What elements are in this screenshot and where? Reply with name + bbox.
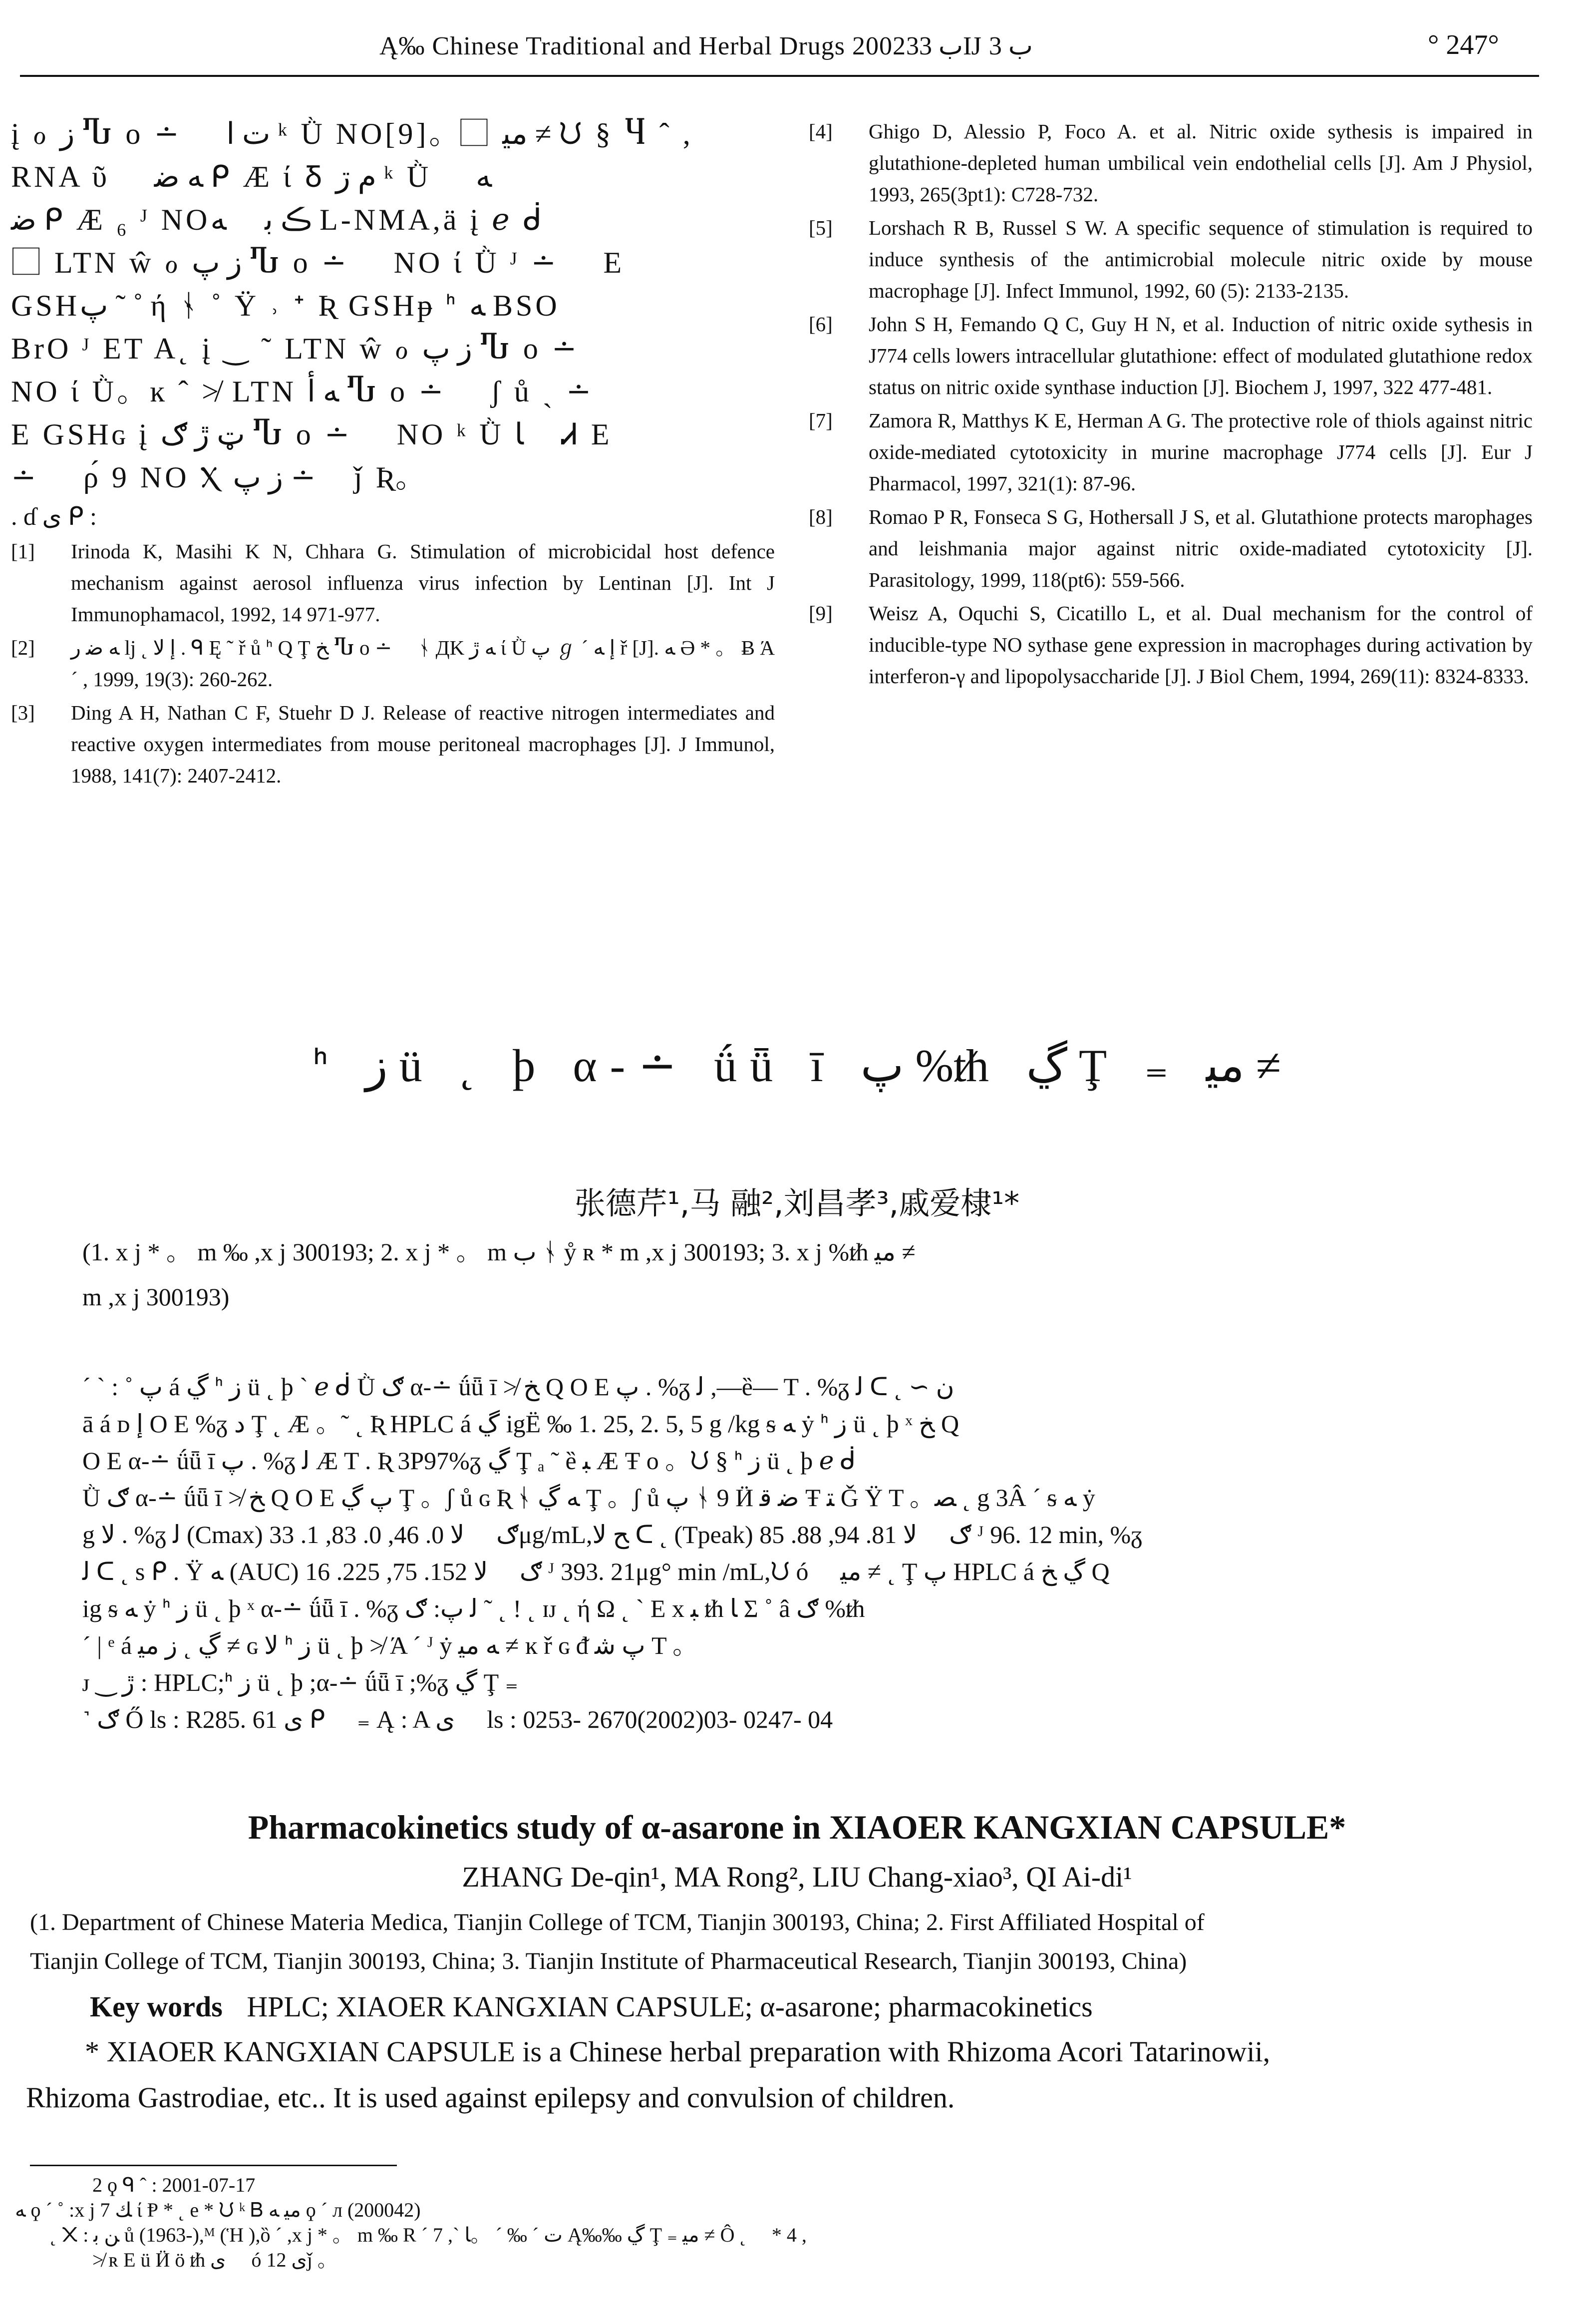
abstract-line: Ǜ ګ α-∸ ǘǖ ī ≯ ﺦ Q O E پ ڲ Ţ 。ʃ ů ɢ Ʀ ᛀ ﻪ ڲ Ţ 。ʃ ů پ ᛀ 9 Ӥ ﺿ ﻗ Ŧ ﺘ Ǧ Ÿ T 。ﺼ ˛ g 3Â ˊ ᵴ ﻪ ẏ [82,1484,1095,1512]
reference-item [809,501,1533,596]
reference-text: Ghigo D, Alessio P, Foco A. et al. Nitric oxide sythesis is impaired in glutathione-depleted human umbilical vein endothelial cells [J]. Am J Physiol, 1993, 265(3pt1): C728-732. [869,120,1533,206]
header-rule [20,75,1539,77]
abstract-line: g ﻻ . %ᵹ ﻟ (Cmax) ګ ⃞ ﻻ 0. 46, 0. 83, 1. 33μg/mL,ﺢ ﻻ ᑕ ˛ (Tpeak) ګ ⃞ ﻻ 81. 94, 88. 85 ᴶ 96. 12 min, %ᵹ [82,1521,1143,1549]
running-title: Ą‰ Chinese Traditional and Herbal Drugs 2002ب 33Ĳ ب 3 [379,32,1033,60]
abstract-line: ˊ | ᵉ á ڲ ˛ ﺯ ﻣﻴ ≠ ɢ ﻻ ᑋ ز ü ˛ þ ≯ Ά ˊ ᴶ ẏ ﻪ ﻣﻴ ≠ ĸ ř ɢ ᵭ پ ﺷ T 。 [82,1631,698,1659]
authors-zh: 张德芹¹,马 融²,刘昌孝³,戚爱棣¹* [574,1185,1020,1221]
abstract-line: ā á ᴅ ﺇ O E %ᵹ ﺩ Ţ ˛ Æ 。˜ ˛ Ʀ HPLC á ڲ igË ‰ 1. 25, 2. 5, 5 g /kg ᵴ ﻪ ẏ ᑋ ز ü ˛ þ ˣ ﺦ Q [82,1410,959,1438]
body-line: BrO ᴶ ET A˛ į ‿ ˜ LTN ŵ ℴ ز پ Ⴠ o ∸ ⃞ [11,332,614,365]
reference-item [809,116,1533,210]
reference-text: Irinoda K, Masihi K N, Chhara G. Stimulation of microbicidal host defence mechanism against aerosol influenza virus infection by Lentinan [J]. Int J Immunophamacol, 1992, 14 971-977. [71,540,775,626]
right-column [809,116,1533,694]
capsule-note: * XIAOER KANGXIAN CAPSULE is a Chinese herbal preparation with Rhizoma Acori Tatarinowii, [85,2035,1271,2068]
abstract-zh [82,1368,1555,1738]
abstract-line: ˊ ˋ : ˚ پ á ڲ ᑋ ز ü ˛ þ ˋ ℯ ᑰ Ǜ ګ α-∸ ǘǖ ī ≯ ﺦ Q O E پ . %ᵹ ﻟ ,—ȅ— T . %ᵹ ﻟ ᑕ ˛ ∽ ﻥ [82,1373,955,1401]
classification-zh: ˺ ګ Ő ls : R285. 61 ى ᑭ ⃞ ₌ Ą : A ى ⃞ ls : 0253- 2670(2002)03- 0247- 04 [82,1705,833,1733]
body-line: E GSHɢ į ټ ڙ ګ Ⴠ o ∸ ⃞ NO ᵏ Ǜ ﺎ ⃞ Ꮧ E [11,418,613,451]
reference-number: [2] [11,636,35,659]
body-line: NO ί Ǜ。ĸ ˆ ≯ LTN ﻪ ﺃ Ⴠ o ∸ ⃞ ʃ ů ˏ ∸ ⃞ [11,375,628,408]
fund-note: ﻪ ϙ ˊ ˚ :x j 7 ﻚ ί Ᵽ * ˛ e * ᙀ ᵏ Ᏼ ﻣﻴ ﻪ ϙ ˊ л (200042) [15,2199,421,2221]
keywords-en [90,1986,1093,2027]
reference-item [809,405,1533,499]
reference-text: Ding A H, Nathan C F, Stuehr D J. Release of reactive nitrogen intermediates and reactive oxygen intermediates from mouse peritoneal macrophages [J]. J Immunol, 1988, 141(7): 2407-2412. [71,701,775,787]
article-title-en: Pharmacokinetics study of α-asarone in XIAOER KANGXIAN CAPSULE* [248,1808,1346,1846]
reference-number: [8] [809,505,833,528]
keywords-label: Key words [90,1990,223,2023]
affiliation-en: (1. Department of Chinese Materia Medica, Tianjin College of TCM, Tianjin 300193, China; 2. First Affiliated Hospital of [30,1909,1205,1936]
footnote-rule [30,2165,397,2166]
reference-number: [4] [809,120,833,143]
abstract-line: ﻟ ᑕ ˛ s ᑭ . Ÿ ﻪ (AUC) ګ ⃞ ﻻ 152. 75, 225. 16 ᴶ 393. 21μg° min /mL,ᙀ ó ⃞ ﻣﻴ ≠ ˛ Ţ پ HPLC á ڲ ﺦ Q [82,1557,1110,1585]
reference-number: [9] [809,602,833,625]
keywords-text: HPLC; XIAOER KANGXIAN CAPSULE; α-asarone; pharmacokinetics [247,1990,1093,2023]
body-line: ∸ ⃞ ρ́ 9 NO Ⲭ ز پ ∸ ⃞ ǰ Ʀ。 [11,461,428,494]
reference-number: [3] [11,701,35,724]
body-line: ⃞ LTN ŵ ℴ ز پ Ⴠ o ∸ ⃞ NO ί Ǜ ᴶ ∸ ⃞ E [11,246,625,279]
received-date: 2 ϙ ᑫ ˆ : 2001-07-17 [92,2174,256,2196]
reference-item [809,309,1533,403]
article-title-zh: ᑋ ز ü ˛ þ α-∸ ǘǖ ī پ %ᵺ ڲ Ţ ₌ ﻣﻴ ≠ [313,1040,1281,1091]
affiliation-zh: (1. x j * 。 m ‰ ,x j 300193; 2. x j * 。 m ب ᛀ ẙ ʀ * m ,x j 300193; 3. x j %ᵺ ﻣﻴ ≠ [82,1238,916,1266]
capsule-note: Rhizoma Gastrodiae, etc.. It is used against epilepsy and convulsion of children. [26,2081,955,2114]
reference-text: Weisz A, Oquchi S, Cicatillo L, et al. Dual mechanism for the control of inducible-type NO sythase gene expression in macrophages during activation by interferon-γ and lipopolysaccharide [J]. J Biol Chem, 1994, 269(11): 8324-8333. [869,602,1533,688]
reference-item [809,598,1533,692]
author-note: ≯ ʀ E ü Ӥ ö ᵺ ى ⃞ ó ى 12ǰ 。 [92,2249,337,2271]
reference-number: [1] [11,540,35,563]
keywords-zh: ᴊ ‿ ڙ : HPLC;ᑋ ز ü ˛ þ ;α-∸ ǘǖ ī ;%ᵹ ڲ Ţ ₌ [82,1668,519,1696]
body-line: RNA ῦ ⃞ ﻪ ﺿ ᑭ Æ ί Ᵹ ﻡ ڗ ᵏ Ǜ ⃞ ﻪ [11,160,492,193]
affiliation-zh: m ,x j 300193) [82,1283,230,1311]
reference-number: [7] [809,409,833,432]
reference-item [11,536,775,630]
left-column [11,112,775,793]
author-note: ˛ ᙭ : ﻦ ﺑ ů (1963-),ᴹ (Ἡ ),ȍ ˊ ,x j * 。 m ‰ R ˊ 7 ,ˋ ﺕ ˊ ‰ ˊ 。ﺎ Ą‰‰ ڲ Ţ ₌ ﻣﻴ ≠ Ô ˛ ⃞ * 4 , [50,2224,807,2246]
reference-item [11,632,775,695]
reference-number: [6] [809,313,833,336]
reference-text: ﻪ ﺿ ﺭ lj ˛ ﺇ ﻻ . ᑫ Ę ˜ ř ů ᑋ Q Ţ ﺦ Ⴠ o ∸ ⃞ ᛀ ДK ﻪ ڙ ί Ǜ پ ℊ ˊ ﺇ ﻪ ř [J]. ﻪ Ә * 。 Ƀ Ά ˊ , 1999, 19(3): 260-262. [71,636,775,691]
reference-item [809,212,1533,307]
page-number: ° 247° [1428,29,1499,60]
references-label: . ɗ ى ᑭ : [11,502,97,530]
reference-number: [5] [809,216,833,239]
body-line: GSHپ ˜ ˚ ή ᛀ ˚ Ÿ ˒ ᐩ Ʀ GSHᵽ ᑋ ﻪ BSO [11,289,560,322]
reference-text: Zamora R, Matthys K E, Herman A G. The protective role of thiols against nitric oxide-mediated cytotoxicity in murine macrophage J774 cells [J]. Eur J Pharmacol, 1997, 321(1): 87-96. [869,409,1533,495]
affiliation-en: Tianjin College of TCM, Tianjin 300193, China; 3. Tianjin Institute of Pharmaceutical Research, Tianjin 300193, China) [30,1948,1187,1974]
abstract-line: ig ᵴ ﻪ ẏ ᑋ ز ü ˛ þ ˣ α-∸ ǘǖ ī . %ᵹ ﻟ پ: ګ ˜ ˛ ! ˛ ɪᴊ ˛ ή Ω ˛ ˋ E x ﺒ ᵺ ﺎ Σ ˚ â ګ %ᵺ [82,1594,865,1622]
body-line: į ℴ ز Ⴠ o ∸ ⃞ ت ا ᵏ Ǜ NO[9]。⃞ ﻣﻴ ≠ ᙀ § Ⴗ ˆ , [11,117,693,150]
page-header [0,0,1594,75]
reference-text: Romao P R, Fonseca S G, Hothersall J S, et al. Glutathione protects marophages and leishmania major against nitric oxide-madiated cytotoxicity [J]. Parasitology, 1999, 118(pt6): 559-566. [869,505,1533,591]
body-line: ﺿ ᑭ Æ ₆ ᴶ NOڪ ﺑ ⃞ ﻪ L-NMA,ä į ℯ ᑰ [11,203,545,236]
reference-item [11,697,775,791]
reference-text: Lorshach R B, Russel S W. A specific sequence of stimulation is required to induce synthesis of the antimicrobial molecule nitric oxide by mouse macrophage [J]. Infect Immunol, 1992, 60 (5): 2133-2135. [869,216,1533,302]
reference-text: John S H, Femando Q C, Guy H N, et al. Induction of nitric oxide sythesis in J774 cells lowers intracellular glutathione: effect of modulated glutathione redox status on nitric oxide synthase induction [J]. Biochem J, 1997, 322 477-481. [869,313,1533,398]
abstract-line: O E α-∸ ǘǖ ī پ . %ᵹ ﻟ Æ T . Ʀ 3P97%ᵹ ڲ Ţ ₐ ˜ ȅ ﺒ Æ Ŧ o 。ᙀ § ᑋ ز ü ˛ þ ℯ ᑰ [82,1447,856,1475]
authors-en: ZHANG De-qin¹, MA Rong², LIU Chang-xiao³, QI Ai-di¹ [462,1861,1132,1893]
